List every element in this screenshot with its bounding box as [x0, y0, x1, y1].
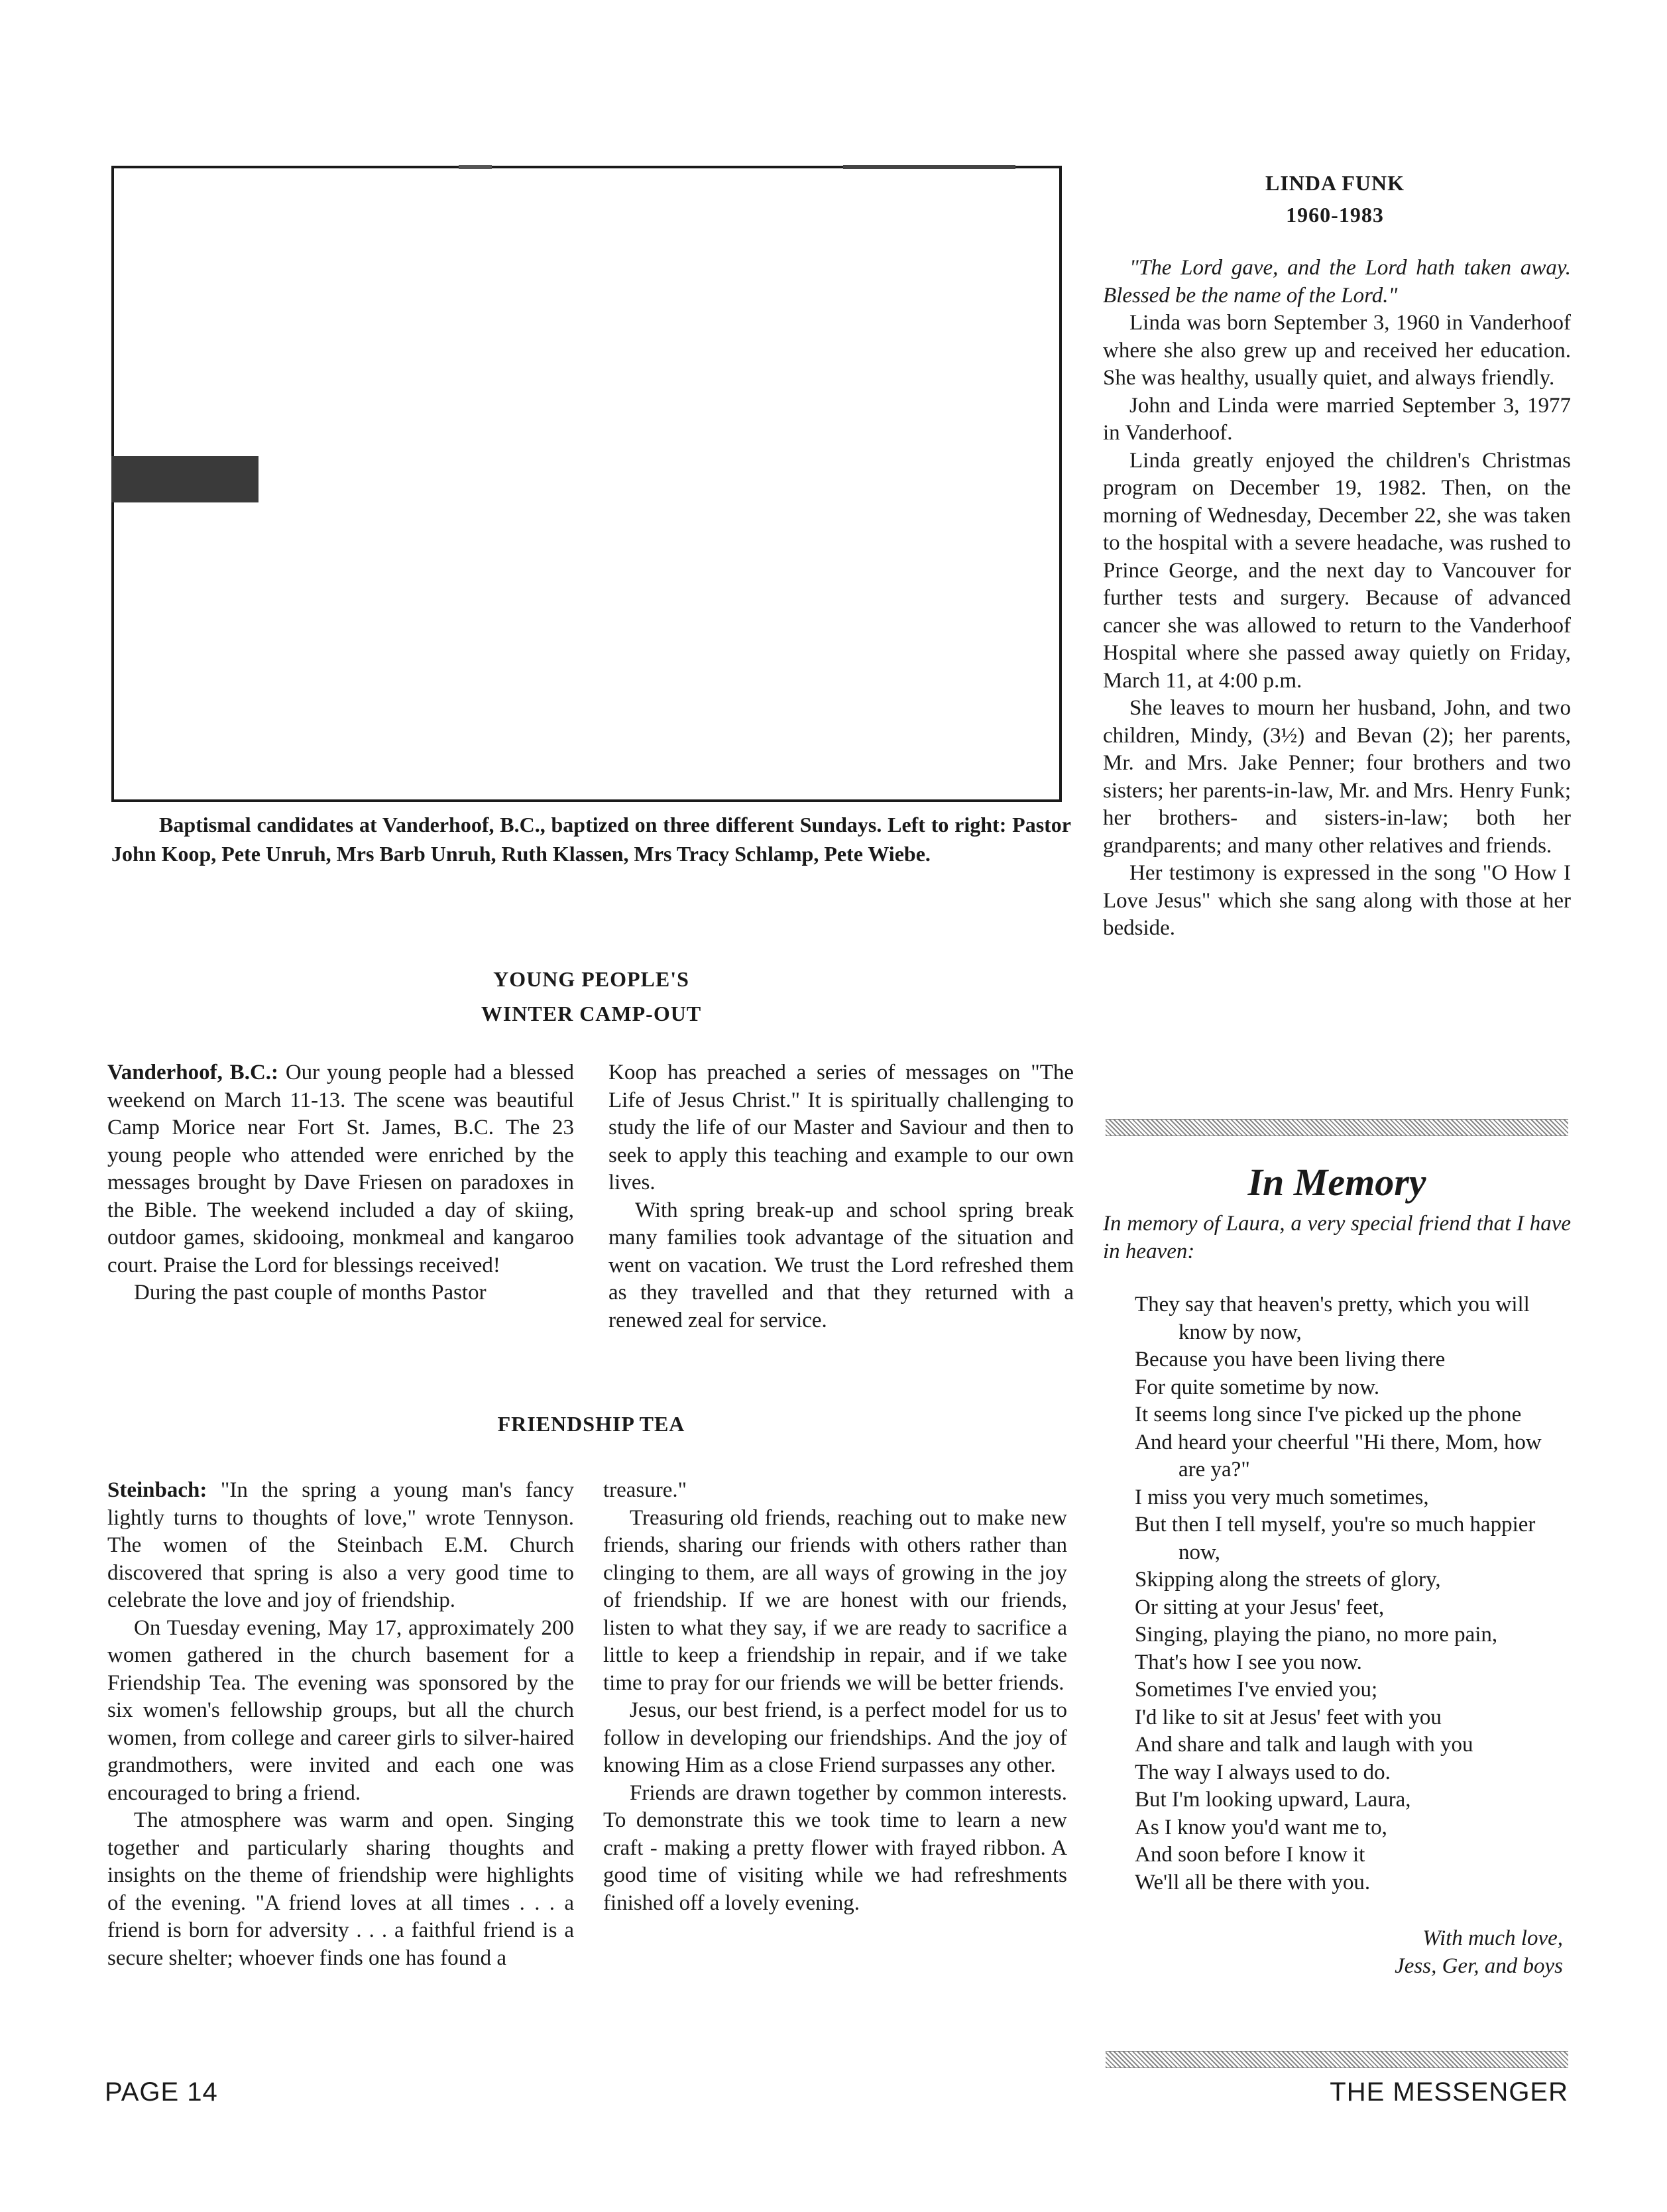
obituary-heading	[1103, 167, 1567, 231]
friendship-tea-dateline: Steinbach:	[107, 1478, 207, 1502]
poem-line: For quite sometime by now.	[1135, 1375, 1380, 1399]
poem-line: I miss you very much sometimes,	[1135, 1485, 1429, 1509]
obituary-quote: "The Lord gave, and the Lord hath taken away. Blessed be the name of the Lord."	[1103, 256, 1571, 308]
memory-poem	[1135, 1291, 1572, 1896]
photo-top-edge	[114, 163, 1059, 170]
page-number: PAGE 14	[105, 2077, 218, 2107]
poem-line: Or sitting at your Jesus' feet,	[1135, 1595, 1385, 1619]
poem-line: And heard your cheerful "Hi there, Mom, how are ya?"	[1135, 1430, 1542, 1482]
obituary-name: LINDA FUNK	[1265, 171, 1405, 195]
poem-line: I'd like to sit at Jesus' feet with you	[1135, 1705, 1442, 1729]
poem-line: We'll all be there with you.	[1135, 1870, 1371, 1894]
friendship-tea-p1	[107, 1477, 574, 1615]
publication-name: THE MESSENGER	[1330, 2077, 1568, 2107]
photo-caption: Baptismal candidates at Vanderhoof, B.C., baptized on three different Sundays. Left to right: Pastor John Koop, Pete Unruh, Mrs Barb Unruh, Ruth Klassen, Mrs Tracy Schlamp, Pete Wiebe.	[111, 813, 1071, 866]
poem-line: It seems long since I've picked up the phone	[1135, 1403, 1522, 1426]
section-divider-bottom	[1106, 2051, 1568, 2068]
poem-line: Sometimes I've envied you;	[1135, 1678, 1378, 1702]
young-people-column-1	[107, 1059, 574, 1307]
friendship-tea-p7: Friends are drawn together by common interests. To demonstrate this we took time to learn a new craft - making a pretty flower with frayed ribbon. A good time of visiting while we had refreshments finished off a lovely evening.	[603, 1780, 1067, 1915]
poem-line: That's how I see you now.	[1135, 1650, 1362, 1674]
baptism-photo	[111, 166, 1062, 802]
obituary-p5: Her testimony is expressed in the song "O How I Love Jesus" which she sang along with those at her bedside.	[1103, 861, 1571, 940]
memory-signoff-line1: With much love,	[1422, 1926, 1563, 1950]
poem-line: They say that heaven's pretty, which you will know by now,	[1135, 1293, 1530, 1344]
poem-line: As I know you'd want me to,	[1135, 1815, 1387, 1839]
young-people-p2: During the past couple of months Pastor	[134, 1281, 487, 1305]
friendship-tea-column-1	[107, 1477, 574, 1972]
photo-dark-patch	[111, 456, 259, 502]
in-memory-title: In Memory	[1247, 1161, 1426, 1204]
memory-signoff-line2: Jess, Ger, and boys	[1395, 1953, 1563, 1978]
obituary-p1: Linda was born September 3, 1960 in Vanderhoof where she also grew up and received her education. She was healthy, usually quiet, and always friendly.	[1103, 311, 1571, 390]
friendship-tea-p4: treasure."	[603, 1478, 687, 1502]
in-memory-intro	[1103, 1210, 1571, 1265]
obituary-p4: She leaves to mourn her husband, John, and two children, Mindy, (3½) and Bevan (2); her parents, Mr. and Mrs. Jake Penner; four brothers and two sisters; her parents-in-law, Mr. and Mrs. Henry Funk; her brothers- and sisters-in-law; both her grandparents; and many other relatives and friends.	[1103, 696, 1571, 858]
section-divider-top	[1106, 1119, 1568, 1136]
poem-line: And share and talk and laugh with you	[1135, 1733, 1473, 1757]
young-people-heading	[111, 962, 1071, 1031]
memory-signoff	[1135, 1925, 1563, 1980]
friendship-tea-p3: The atmosphere was warm and open. Singing together and particularly sharing thoughts and insights on the theme of friendship were highlights of the evening. "A friend loves at all times . . . a friend is born for adversity . . . a faithful friend is a secure shelter; whoever finds one has found a	[107, 1808, 574, 1970]
friendship-tea-heading: FRIENDSHIP TEA	[497, 1412, 685, 1436]
friendship-tea-column-2	[603, 1477, 1067, 1917]
photo-edge-marks	[114, 165, 1064, 172]
young-people-p4: With spring break-up and school spring break many families took advantage of the situation and went on vacation. We trust the Lord refreshed them as they travelled and that they returned with a renewed zeal for service.	[608, 1198, 1074, 1332]
young-people-heading-line1: YOUNG PEOPLE'S	[493, 967, 689, 991]
young-people-column-2	[608, 1059, 1074, 1334]
obituary-body	[1103, 255, 1571, 943]
poem-line: Singing, playing the piano, no more pain,	[1135, 1623, 1498, 1647]
young-people-heading-line2: WINTER CAMP-OUT	[481, 1002, 702, 1025]
poem-line: And soon before I know it	[1135, 1843, 1365, 1867]
poem-line: But I'm looking upward, Laura,	[1135, 1788, 1411, 1812]
friendship-tea-p1-text: "In the spring a young man's fancy lightly turns to thoughts of love," wrote Tennyson. The women of the Steinbach E.M. Church discovered that spring is also a very good time to celebrate the love and joy of friendship.	[107, 1478, 574, 1612]
obituary-p3: Linda greatly enjoyed the children's Christmas program on December 19, 1982. Then, on the morning of Wednesday, December 22, she was taken to the hospital with a severe headache, was rushed to Prince George, and the next day to Vancouver for further tests and surgery. Because of advanced cancer she was allowed to return to the Vanderhoof Hospital where she passed away quietly on Friday, March 11, at 4:00 p.m.	[1103, 448, 1571, 693]
young-people-p1-text: Our young people had a blessed weekend on March 11-13. The scene was beautiful Camp Morice near Fort St. James, B.C. The 23 young people who attended were enriched by the messages brought by Dave Friesen on paradoxes in the Bible. The weekend included a day of skiing, outdoor games, skidooing, monkmeal and kangaroo court. Praise the Lord for blessings received!	[107, 1061, 575, 1277]
obituary-years: 1960-1983	[1286, 203, 1384, 227]
young-people-dateline: Vanderhoof, B.C.:	[107, 1061, 279, 1084]
poem-line: But then I tell myself, you're so much happier now,	[1135, 1513, 1536, 1564]
friendship-tea-p5: Treasuring old friends, reaching out to make new friends, sharing our friends with others rather than clinging to them, are all ways of growing in the joy of friendship. If we are honest with our friends, listen to what they say, if we are ready to sacrifice a little to keep a friendship in repair, and if we take time to pray for our friends we will be better friends.	[603, 1505, 1067, 1695]
poem-line: The way I always used to do.	[1135, 1760, 1391, 1784]
in-memory-intro-text: In memory of Laura, a very special friend that I have in heaven:	[1103, 1212, 1571, 1263]
young-people-p3: Koop has preached a series of messages on "The Life of Jesus Christ." It is spiritually challenging to study the life of our Master and Saviour and then to seek to apply this teaching and example to our own lives.	[608, 1061, 1074, 1194]
friendship-tea-p2: On Tuesday evening, May 17, approximately 200 women gathered in the church basement for a Friendship Tea. The evening was sponsored by the six women's fellowship groups, but all the church women, from college and career girls to silver-haired grandmothers, were invited and each one was encouraged to bring a friend.	[107, 1615, 574, 1805]
poem-line: Skipping along the streets of glory,	[1135, 1568, 1441, 1592]
friendship-tea-p6: Jesus, our best friend, is a perfect model for us to follow in developing our friendships. And the joy of knowing Him as a close Friend surpasses any other.	[603, 1698, 1067, 1777]
young-people-p1	[107, 1059, 574, 1279]
poem-line: Because you have been living there	[1135, 1348, 1446, 1371]
obituary-p2: John and Linda were married September 3, 1977 in Vanderhoof.	[1103, 393, 1571, 445]
